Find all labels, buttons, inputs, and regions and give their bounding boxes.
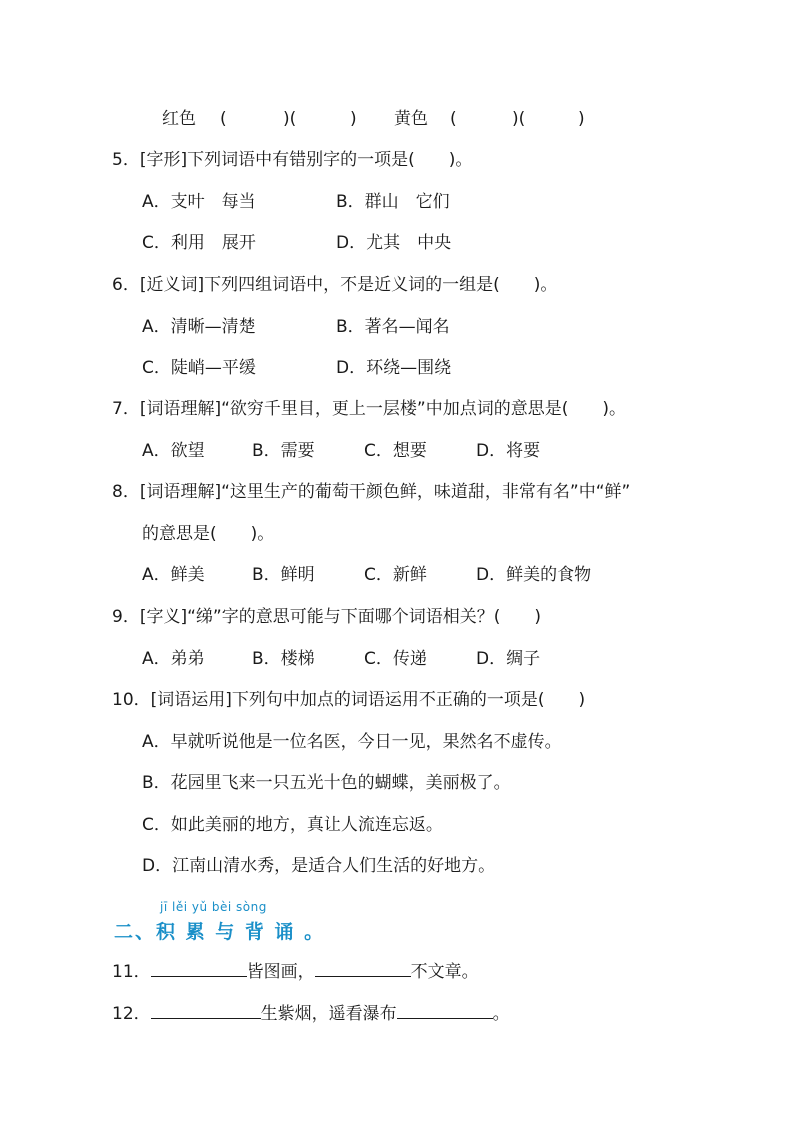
question-number: 10． [112, 690, 151, 710]
yellow-blank-mid: )( [512, 109, 526, 129]
option-d[interactable]: D．绸子 [476, 649, 541, 669]
question-number: 12． [112, 1004, 151, 1024]
question-number: 7． [112, 399, 140, 419]
fill-text: 生紫烟，遥看瀑布 [260, 1004, 397, 1024]
question-5 [112, 149, 472, 171]
option-a[interactable]: A．清晰—清楚 [142, 317, 256, 337]
question-7 [112, 398, 626, 420]
answer-blank[interactable] [151, 960, 247, 977]
option-a[interactable]: A．支叶 每当 [142, 192, 256, 212]
question-number: 11． [112, 962, 151, 982]
question-number: 9． [112, 607, 140, 627]
option-b[interactable]: B．群山 它们 [336, 192, 450, 212]
section-pinyin: jī lěi yǔ bèi sòng [160, 900, 267, 914]
option-text: C．如此美丽的地方，真让人流连忘返。 [142, 815, 443, 835]
question-8 [112, 481, 630, 503]
option-d[interactable]: D．将要 [476, 441, 541, 461]
answer-blank[interactable] [315, 960, 411, 977]
question-stem: [字形]下列词语中有错别字的一项是( )。 [139, 150, 473, 170]
fill-text: 。 [492, 1004, 510, 1024]
section-title: 二、积 累 与 背 诵 。 [114, 921, 326, 943]
option-b[interactable] [142, 772, 511, 794]
option-c[interactable]: C．传递 [364, 649, 427, 669]
question-stem: [词语运用]下列句中加点的词语运用不正确的一项是( ) [150, 690, 586, 710]
question-11 [112, 960, 479, 983]
option-a[interactable]: A．弟弟 [142, 649, 205, 669]
red-blank-close: ) [350, 109, 357, 129]
question-number: 6． [112, 275, 140, 295]
option-c[interactable]: C．想要 [364, 441, 427, 461]
option-b[interactable]: B．需要 [252, 441, 315, 461]
option-text: D．江南山清水秀，是适合人们生活的好地方。 [142, 856, 496, 876]
option-text: B．花园里飞来一只五光十色的蝴蝶，美丽极了。 [142, 773, 511, 793]
fill-text: 不文章。 [410, 962, 479, 982]
answer-blank[interactable] [397, 1002, 493, 1019]
option-text: A．早就听说他是一位名医，今日一见，果然名不虚传。 [142, 732, 562, 752]
question-stem-continued: 的意思是( )。 [142, 524, 275, 544]
question-stem: [近义词]下列四组词语中，不是近义词的一组是( )。 [139, 275, 558, 295]
option-c[interactable]: C．利用 展开 [142, 233, 256, 253]
red-blank-open: ( [220, 109, 227, 129]
option-d[interactable]: D．尤其 中央 [336, 233, 452, 253]
option-d[interactable] [142, 855, 495, 877]
question-10 [112, 689, 585, 711]
option-a[interactable]: A．鲜美 [142, 565, 205, 585]
question-12 [112, 1002, 510, 1025]
fill-text: 皆图画， [246, 962, 315, 982]
question-8-continued [142, 523, 274, 545]
yellow-label: 黄色 [394, 109, 428, 129]
red-blank-mid: )( [283, 109, 297, 129]
question-9 [112, 606, 541, 628]
option-b[interactable]: B．鲜明 [252, 565, 315, 585]
option-c[interactable]: C．新鲜 [364, 565, 427, 585]
question-number: 5． [112, 150, 140, 170]
question-6 [112, 274, 557, 296]
answer-blank[interactable] [151, 1002, 261, 1019]
question-stem: [字义]“绨”字的意思可能与下面哪个词语相关？( ) [139, 607, 541, 627]
option-c[interactable] [142, 814, 443, 836]
option-b[interactable]: B．楼梯 [252, 649, 315, 669]
option-b[interactable]: B．著名—闻名 [336, 317, 450, 337]
option-c[interactable]: C．陡峭—平缓 [142, 358, 256, 378]
option-d[interactable]: D．环绕—围绕 [336, 358, 452, 378]
yellow-blank-close: ) [578, 109, 585, 129]
question-stem: [词语理解]“欲穷千里目，更上一层楼”中加点词的意思是( )。 [139, 399, 626, 419]
option-a[interactable] [142, 731, 562, 753]
option-d[interactable]: D．鲜美的食物 [476, 565, 592, 585]
option-a[interactable]: A．欲望 [142, 441, 205, 461]
question-number: 8． [112, 482, 140, 502]
question-stem: [词语理解]“这里生产的葡萄干颜色鲜，味道甜，非常有名”中“鲜” [139, 482, 631, 502]
yellow-blank-open: ( [450, 109, 457, 129]
red-label: 红色 [162, 109, 196, 129]
